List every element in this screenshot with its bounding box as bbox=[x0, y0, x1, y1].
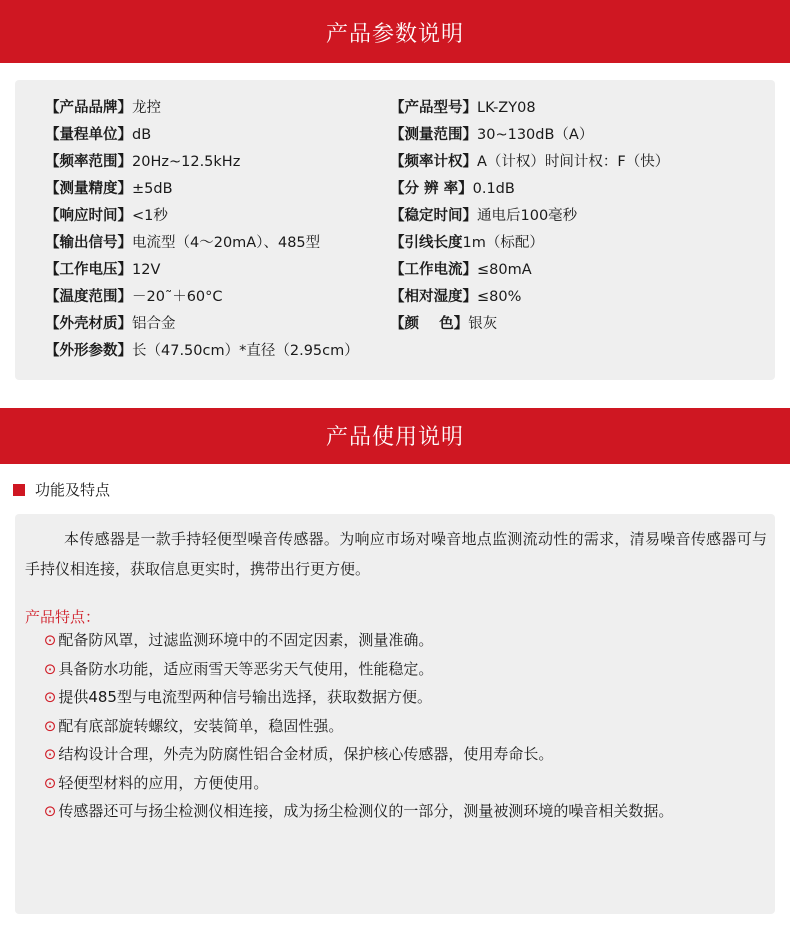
param-frequency-range bbox=[45, 149, 240, 175]
param-dimensions bbox=[45, 338, 359, 364]
feature-text: 具备防水功能，适应雨雪天等恶劣天气使用，性能稳定。 bbox=[58, 659, 434, 678]
param-value: LK-ZY08 bbox=[477, 100, 536, 116]
list-item bbox=[25, 683, 767, 712]
param-response-time bbox=[45, 203, 168, 229]
circle-dot-icon: ⊙ bbox=[43, 659, 57, 678]
circle-dot-icon: ⊙ bbox=[43, 688, 57, 706]
param-key: 【频率范围】 bbox=[45, 154, 132, 170]
param-value: 铝合金 bbox=[132, 316, 176, 332]
param-cable-length bbox=[390, 230, 544, 256]
param-key: 【产品品牌】 bbox=[45, 100, 132, 116]
feature-text: 提供485型与电流型两种信号输出选择，获取数据方便。 bbox=[58, 688, 432, 706]
param-value: dB bbox=[132, 127, 152, 143]
param-resolution bbox=[390, 176, 515, 202]
param-key: 【稳定时间】 bbox=[390, 208, 477, 224]
param-key: 【温度范围】 bbox=[45, 289, 132, 305]
param-value: ≤80mA bbox=[477, 262, 532, 278]
param-key: 【颜 色】 bbox=[390, 316, 469, 332]
param-key: 【频率计权】 bbox=[390, 154, 477, 170]
param-value: 龙控 bbox=[132, 100, 161, 116]
param-accuracy bbox=[45, 176, 173, 202]
param-housing bbox=[45, 311, 176, 337]
param-humidity bbox=[390, 284, 521, 310]
param-key: 【输出信号】 bbox=[45, 235, 132, 251]
params-banner bbox=[0, 0, 790, 63]
list-item bbox=[25, 740, 767, 769]
param-key: 【工作电压】 bbox=[45, 262, 132, 278]
features-title: 产品特点： bbox=[25, 608, 101, 626]
param-current bbox=[390, 257, 532, 283]
feature-text: 配有底部旋转螺纹，安装简单，稳固性强。 bbox=[58, 716, 344, 735]
param-key: 【外形参数】 bbox=[45, 343, 132, 359]
param-key: 【分 辨 率】 bbox=[390, 181, 473, 197]
param-voltage bbox=[45, 257, 160, 283]
param-value: 长（47.50cm）*直径（2.95cm） bbox=[132, 343, 359, 359]
param-stabilize-time bbox=[390, 203, 577, 229]
param-key: 【工作电流】 bbox=[390, 262, 477, 278]
feature-text: 配备防风罩，过滤监测环境中的不固定因素，测量准确。 bbox=[58, 631, 434, 649]
param-value: ±5dB bbox=[132, 181, 173, 197]
list-item bbox=[25, 769, 767, 798]
features-list bbox=[25, 626, 767, 826]
section-heading bbox=[13, 478, 110, 502]
param-value: A（计权）时间计权：F（快） bbox=[477, 154, 670, 170]
param-value: 30~130dB（A） bbox=[477, 127, 594, 143]
param-key: 【响应时间】 bbox=[45, 208, 132, 224]
usage-banner-title: 产品使用说明 bbox=[325, 425, 464, 450]
param-value: 20Hz~12.5kHz bbox=[132, 154, 241, 170]
section-heading-text: 功能及特点 bbox=[35, 481, 111, 499]
circle-dot-icon: ⊙ bbox=[43, 745, 57, 763]
intro-paragraph: 本传感器是一款手持轻便型噪音传感器。为响应市场对噪音地点监测流动性的需求，清易噪音传感器可与手持仪相连接，获取信息更实时，携带出行更方便。 bbox=[25, 530, 767, 578]
red-square-icon bbox=[13, 484, 25, 496]
param-unit bbox=[45, 122, 151, 148]
feature-text: 轻便型材料的应用，方便使用。 bbox=[58, 773, 269, 792]
feature-text: 传感器还可与扬尘检测仪相连接，成为扬尘检测仪的一部分，测量被测环境的噪音相关数据。 bbox=[58, 802, 674, 820]
usage-panel bbox=[15, 514, 775, 914]
param-value: ≤80% bbox=[477, 289, 522, 305]
param-value: 银灰 bbox=[468, 316, 498, 332]
circle-dot-icon: ⊙ bbox=[43, 716, 57, 735]
param-key: 【引线长度 bbox=[390, 235, 463, 251]
params-panel bbox=[15, 80, 775, 380]
param-weighting bbox=[390, 149, 669, 175]
param-output-signal bbox=[45, 230, 320, 256]
param-temperature bbox=[45, 284, 223, 310]
usage-banner bbox=[0, 408, 790, 464]
list-item bbox=[25, 626, 767, 655]
param-model bbox=[390, 95, 536, 121]
param-key: 【相对湿度】 bbox=[390, 289, 477, 305]
params-banner-title: 产品参数说明 bbox=[325, 22, 464, 47]
circle-dot-icon: ⊙ bbox=[43, 773, 57, 792]
feature-text: 结构设计合理，外壳为防腐性铝合金材质，保护核心传感器，使用寿命长。 bbox=[58, 745, 554, 763]
param-value: <1秒 bbox=[132, 208, 168, 224]
circle-dot-icon: ⊙ bbox=[43, 802, 57, 820]
list-item bbox=[25, 655, 767, 684]
param-key: 【产品型号】 bbox=[390, 100, 477, 116]
param-key: 【外壳材质】 bbox=[45, 316, 132, 332]
param-value: 1m（标配） bbox=[462, 235, 544, 251]
param-color bbox=[390, 311, 497, 337]
list-item bbox=[25, 797, 767, 826]
param-value: 通电后100毫秒 bbox=[477, 208, 578, 224]
param-brand bbox=[45, 95, 161, 121]
param-key: 【测量范围】 bbox=[390, 127, 477, 143]
param-value: 电流型（4～20mA）、485型 bbox=[132, 235, 321, 251]
param-key: 【量程单位】 bbox=[45, 127, 132, 143]
param-measure-range bbox=[390, 122, 593, 148]
param-value: 12V bbox=[132, 262, 161, 278]
param-key: 【测量精度】 bbox=[45, 181, 132, 197]
list-item bbox=[25, 712, 767, 741]
circle-dot-icon: ⊙ bbox=[43, 631, 57, 649]
param-value: －20˜＋60°C bbox=[132, 289, 223, 305]
param-value: 0.1dB bbox=[472, 181, 515, 197]
